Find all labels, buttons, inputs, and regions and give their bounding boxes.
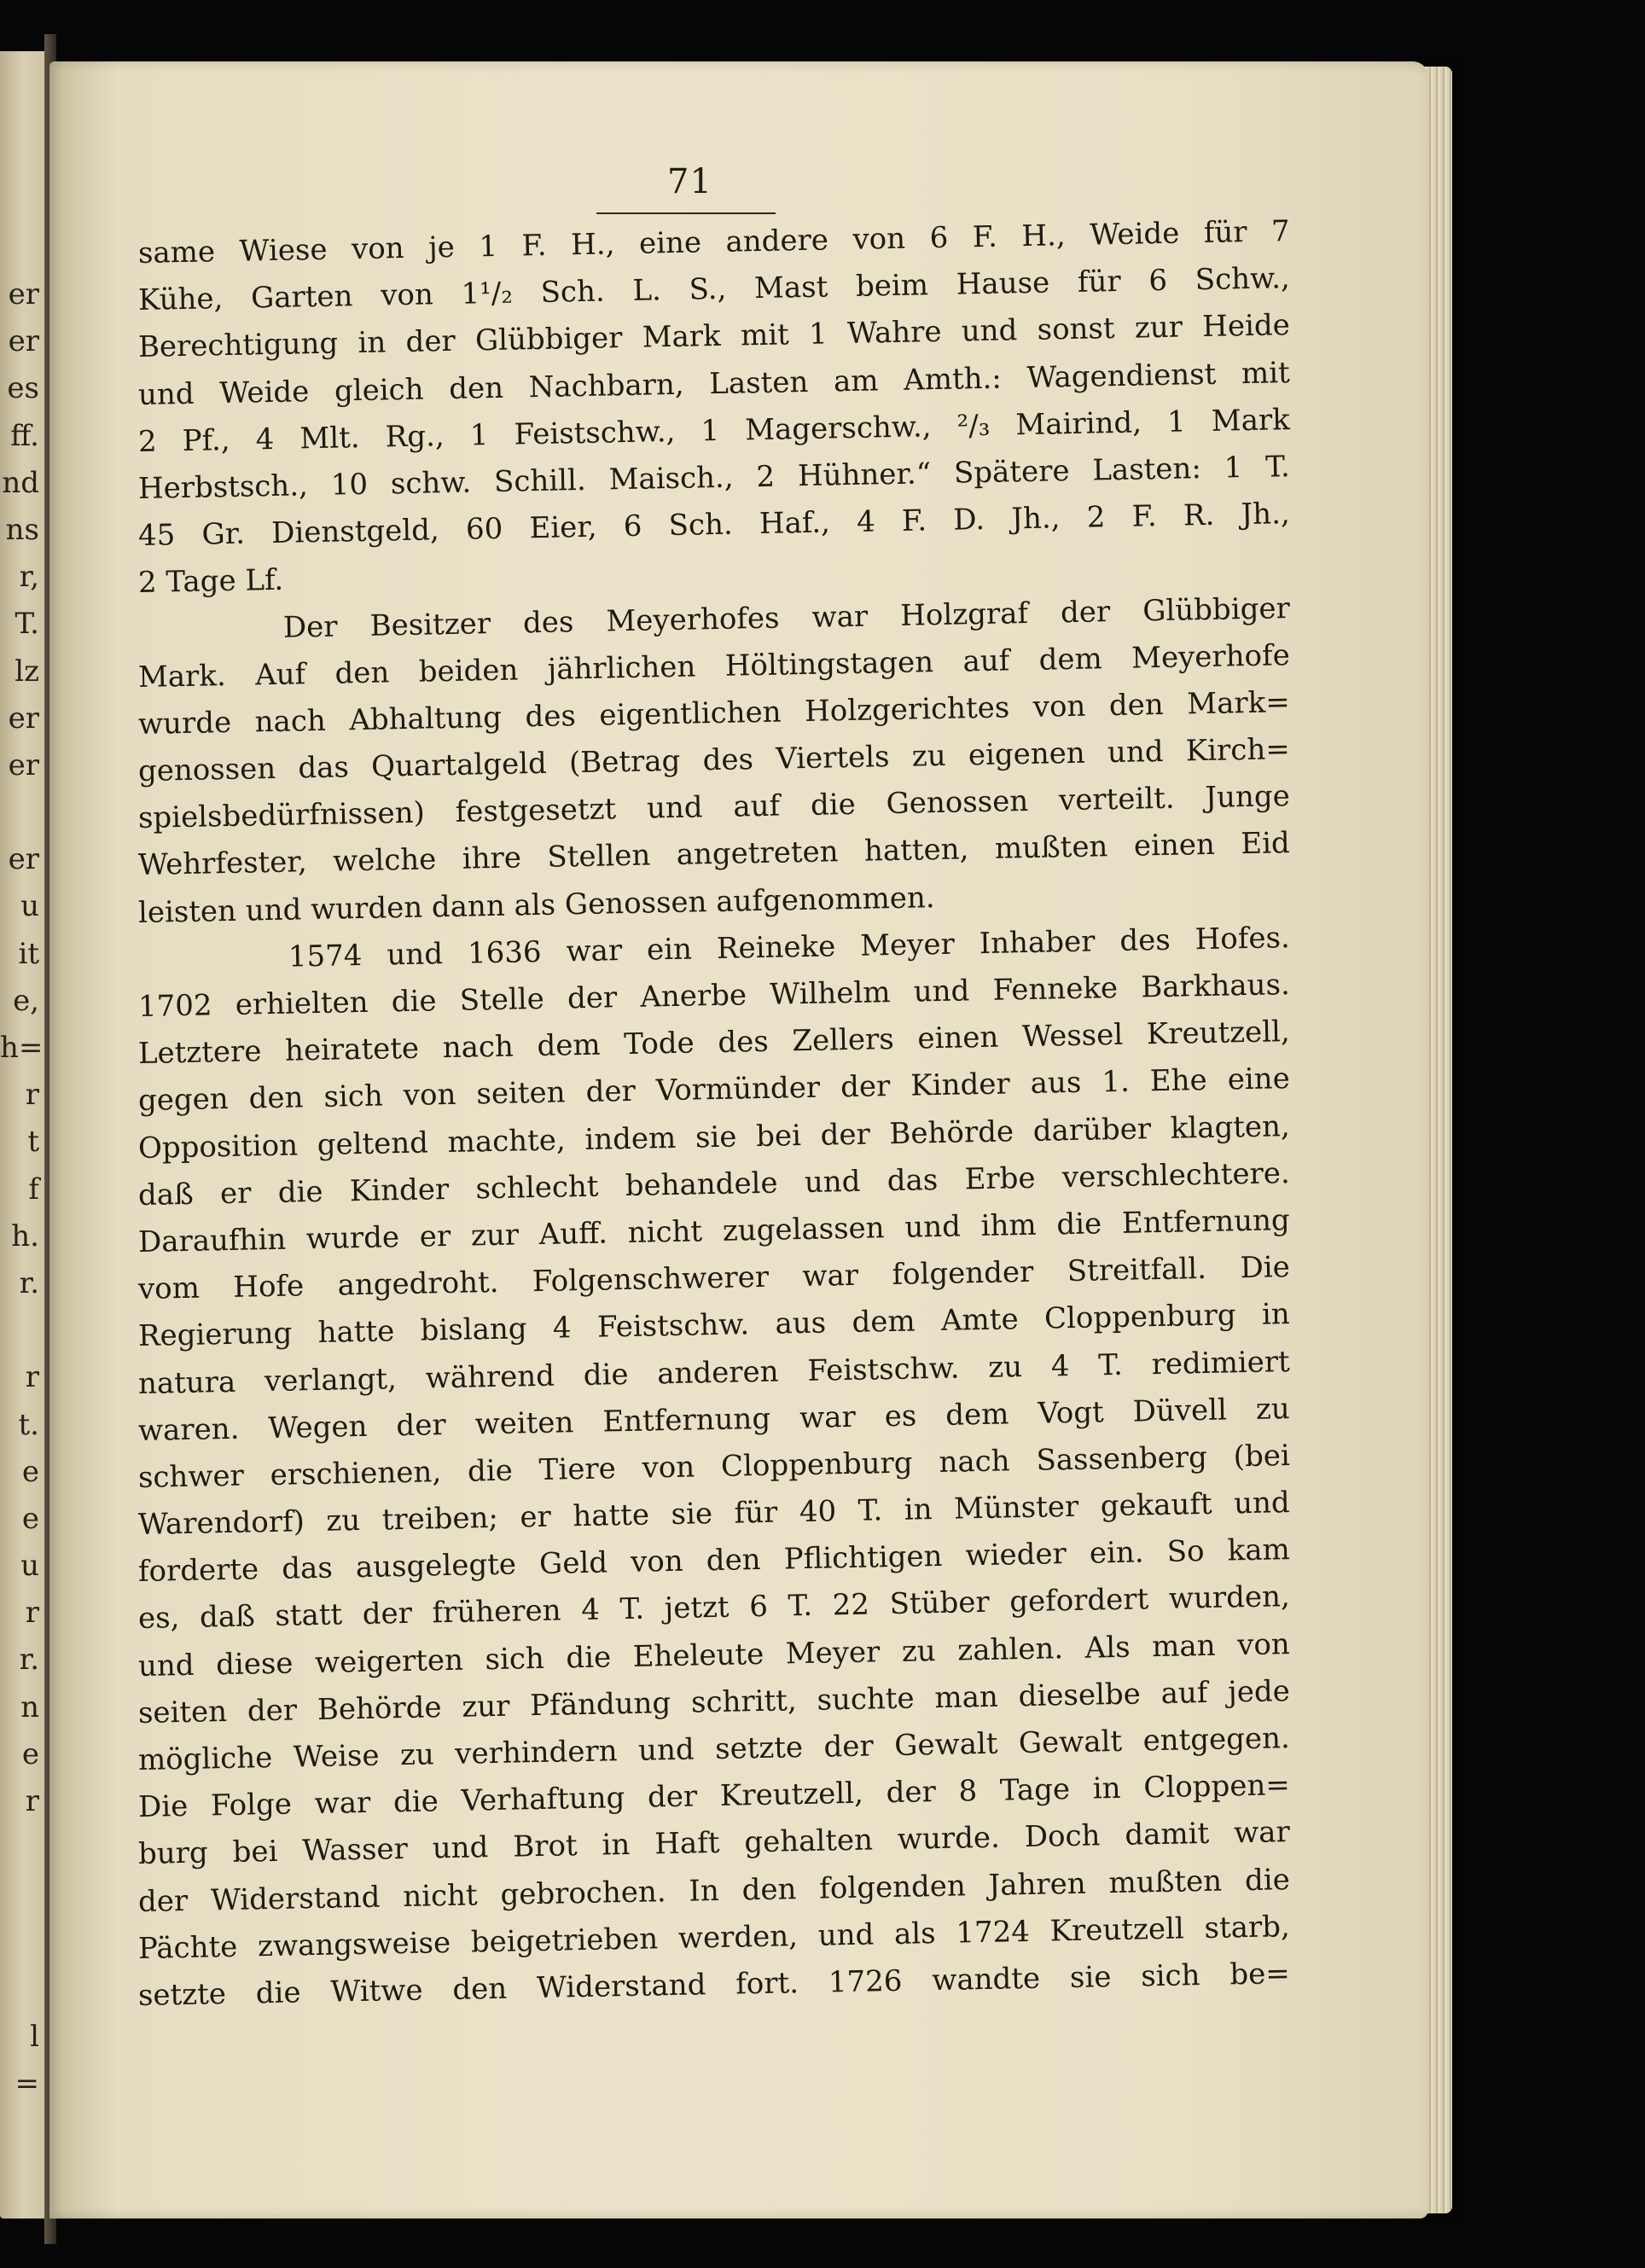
left-fragment: h= [0,1031,44,1065]
text-line: genossen das Quartalgeld (Betrag des Viertels zu eigenen und Kirch= [137,732,1291,789]
left-fragment: es [7,371,39,406]
left-fragment [0,1967,39,2014]
left-fragment [0,1872,39,1919]
left-fragment [0,1920,39,1967]
left-fragment: r. [19,1643,39,1678]
text-line: 1702 erhielten die Stelle der Anerbe Wilhelm und Fenneke Barkhaus. [137,968,1291,1024]
left-fragment: e, [13,983,39,1018]
left-fragment: T. [15,607,39,642]
page-number: 71 [667,162,712,201]
left-fragment [0,789,39,836]
text-line: wurde nach Abhaltung des eigentlichen Holzgerichtes von den Mark= [137,684,1291,741]
left-fragment: f [28,1172,39,1207]
left-fragment [0,1307,39,1354]
text-line: 2 Pf., 4 Mlt. Rg., 1 Feistschw., 1 Magerschw., ²/₃ Mairind, 1 Mark [137,402,1291,459]
body-text [137,214,1291,2020]
left-page-edge [0,51,49,2219]
text-line: es, daß statt der früheren 4 T. jetzt 6 T. 22 Stüber gefordert wurden, [137,1579,1291,1637]
left-fragment: er [8,277,39,311]
text-line: Der Besitzer des Meyerhofes war Holzgraf der Glübbiger [282,590,1291,645]
text-line: Daraufhin wurde er zur Auff. nicht zugelassen und ihm die Entfernung [137,1203,1291,1259]
left-fragment: e [21,1454,39,1489]
text-line: spielsbedürfnissen) festgesetzt und auf die Genossen verteilt. Junge [137,779,1291,836]
text-line: vom Hofe angedroht. Folgenschwerer war folgender Streitfall. Die [137,1250,1291,1307]
text-line: Pächte zwangsweise beigetrieben werden, und als 1724 Kreutzell starb, [137,1909,1291,1966]
left-fragment: n [20,1689,39,1724]
text-line: burg bei Wasser und Brot in Haft gehalten wurde. Doch damit war [137,1815,1291,1872]
text-line: und Weide gleich den Nachbarn, Lasten am Amth.: Wagendienst mit [137,355,1291,412]
left-fragment: t [27,1125,39,1160]
left-fragment: r [25,1596,39,1631]
text-line: Warendorf) zu treiben; er hatte sie für 40 T. in Münster gekauft und [137,1486,1291,1543]
text-line: Herbstsch., 10 schw. Schill. Maisch., 2 Hühner.“ Spätere Lasten: 1 T. [137,450,1291,506]
text-line: setzte die Witwe den Widerstand fort. 1726 wandte sie sich be= [137,1957,1291,2013]
left-fragment: er [8,324,39,359]
page-number-rule [596,212,776,214]
left-fragment: r. [19,1265,39,1300]
left-fragment: r [25,1360,39,1395]
text-line: der Widerstand nicht gebrochen. In den folgenden Jahren mußten die [137,1862,1291,1919]
left-fragment: l [30,2019,39,2054]
text-line: same Wiese von je 1 F. H., eine andere von 6 F. H., Weide für 7 [137,214,1291,270]
right-page [49,61,1428,2219]
text-line: Mark. Auf den beiden jährlichen Höltingstagen auf dem Meyerhofe [137,637,1291,695]
text-line: gegen den sich von seiten der Vormünder der Kinder aus 1. Ehe eine [137,1061,1291,1119]
left-fragment [0,1825,39,1872]
left-fragment: h. [11,1218,39,1253]
left-fragment: r [25,1078,39,1113]
text-line: seiten der Behörde zur Pfändung schritt, suchte man dieselbe auf jede [137,1673,1291,1730]
text-line: Kühe, Garten von 1¹/₂ Sch. L. S., Mast beim Hause für 6 Schw., [137,261,1291,318]
text-line: waren. Wegen der weiten Entfernung war es dem Vogt Düvell zu [137,1391,1291,1448]
left-fragment: r, [19,560,39,595]
text-line: leisten und wurden dann als Genossen aufgenommen. [137,880,935,930]
left-fragment: e [21,1501,39,1536]
text-line: 45 Gr. Dienstgeld, 60 Eier, 6 Sch. Haf., 4 F. D. Jh., 2 F. R. Jh., [137,497,1291,554]
left-fragment: nd [2,465,39,500]
left-fragment: e [21,1736,39,1771]
left-page-text-fragments [0,271,44,2108]
text-line: 1574 und 1636 war ein Reineke Meyer Inhaber des Hofes. [288,920,1291,974]
text-line: schwer erschienen, die Tiere von Cloppenburg nach Sassenberg (bei [137,1438,1291,1495]
left-fragment: u [20,1549,39,1584]
left-fragment: er [8,842,39,877]
text-line: daß er die Kinder schlecht behandele und das Erbe verschlechtere. [137,1155,1291,1213]
left-fragment: t. [18,1407,39,1442]
text-line: forderte das ausgelegte Geld von den Pflichtigen wieder ein. So kam [137,1532,1291,1590]
text-line: Opposition geltend machte, indem sie bei der Behörde darüber klagten, [137,1108,1291,1166]
left-fragment: ff. [10,418,39,453]
left-fragment: it [18,936,39,971]
left-fragment: lz [15,654,39,689]
text-line: Wehrfester, welche ihre Stellen angetreten hatten, mußten einen Eid [137,826,1291,883]
left-fragment: ns [5,512,39,547]
text-line: mögliche Weise zu verhindern und setzte der Gewalt Gewalt entgegen. [137,1721,1291,1777]
text-line: und diese weigerten sich die Eheleute Meyer zu zahlen. Als man von [137,1626,1291,1684]
text-line: Berechtigung in der Glübbiger Mark mit 1 Wahre und sonst zur Heide [137,308,1291,365]
left-fragment: = [15,2067,39,2102]
left-fragment: u [20,889,39,924]
left-fragment: r [25,1784,39,1818]
left-fragment: er [8,747,39,782]
text-line: Die Folge war die Verhaftung der Kreutzell, der 8 Tage in Cloppen= [137,1768,1291,1825]
text-line: Letztere heiratete nach dem Tode des Zellers einen Wessel Kreutzell, [137,1015,1291,1072]
text-line: natura verlangt, während die anderen Feistschw. zu 4 T. redimiert [137,1344,1291,1401]
text-line: 2 Tage Lf. [137,563,284,601]
text-line: Regierung hatte bislang 4 Feistschw. aus dem Amte Cloppenburg in [137,1297,1291,1354]
left-fragment: er [8,701,39,736]
